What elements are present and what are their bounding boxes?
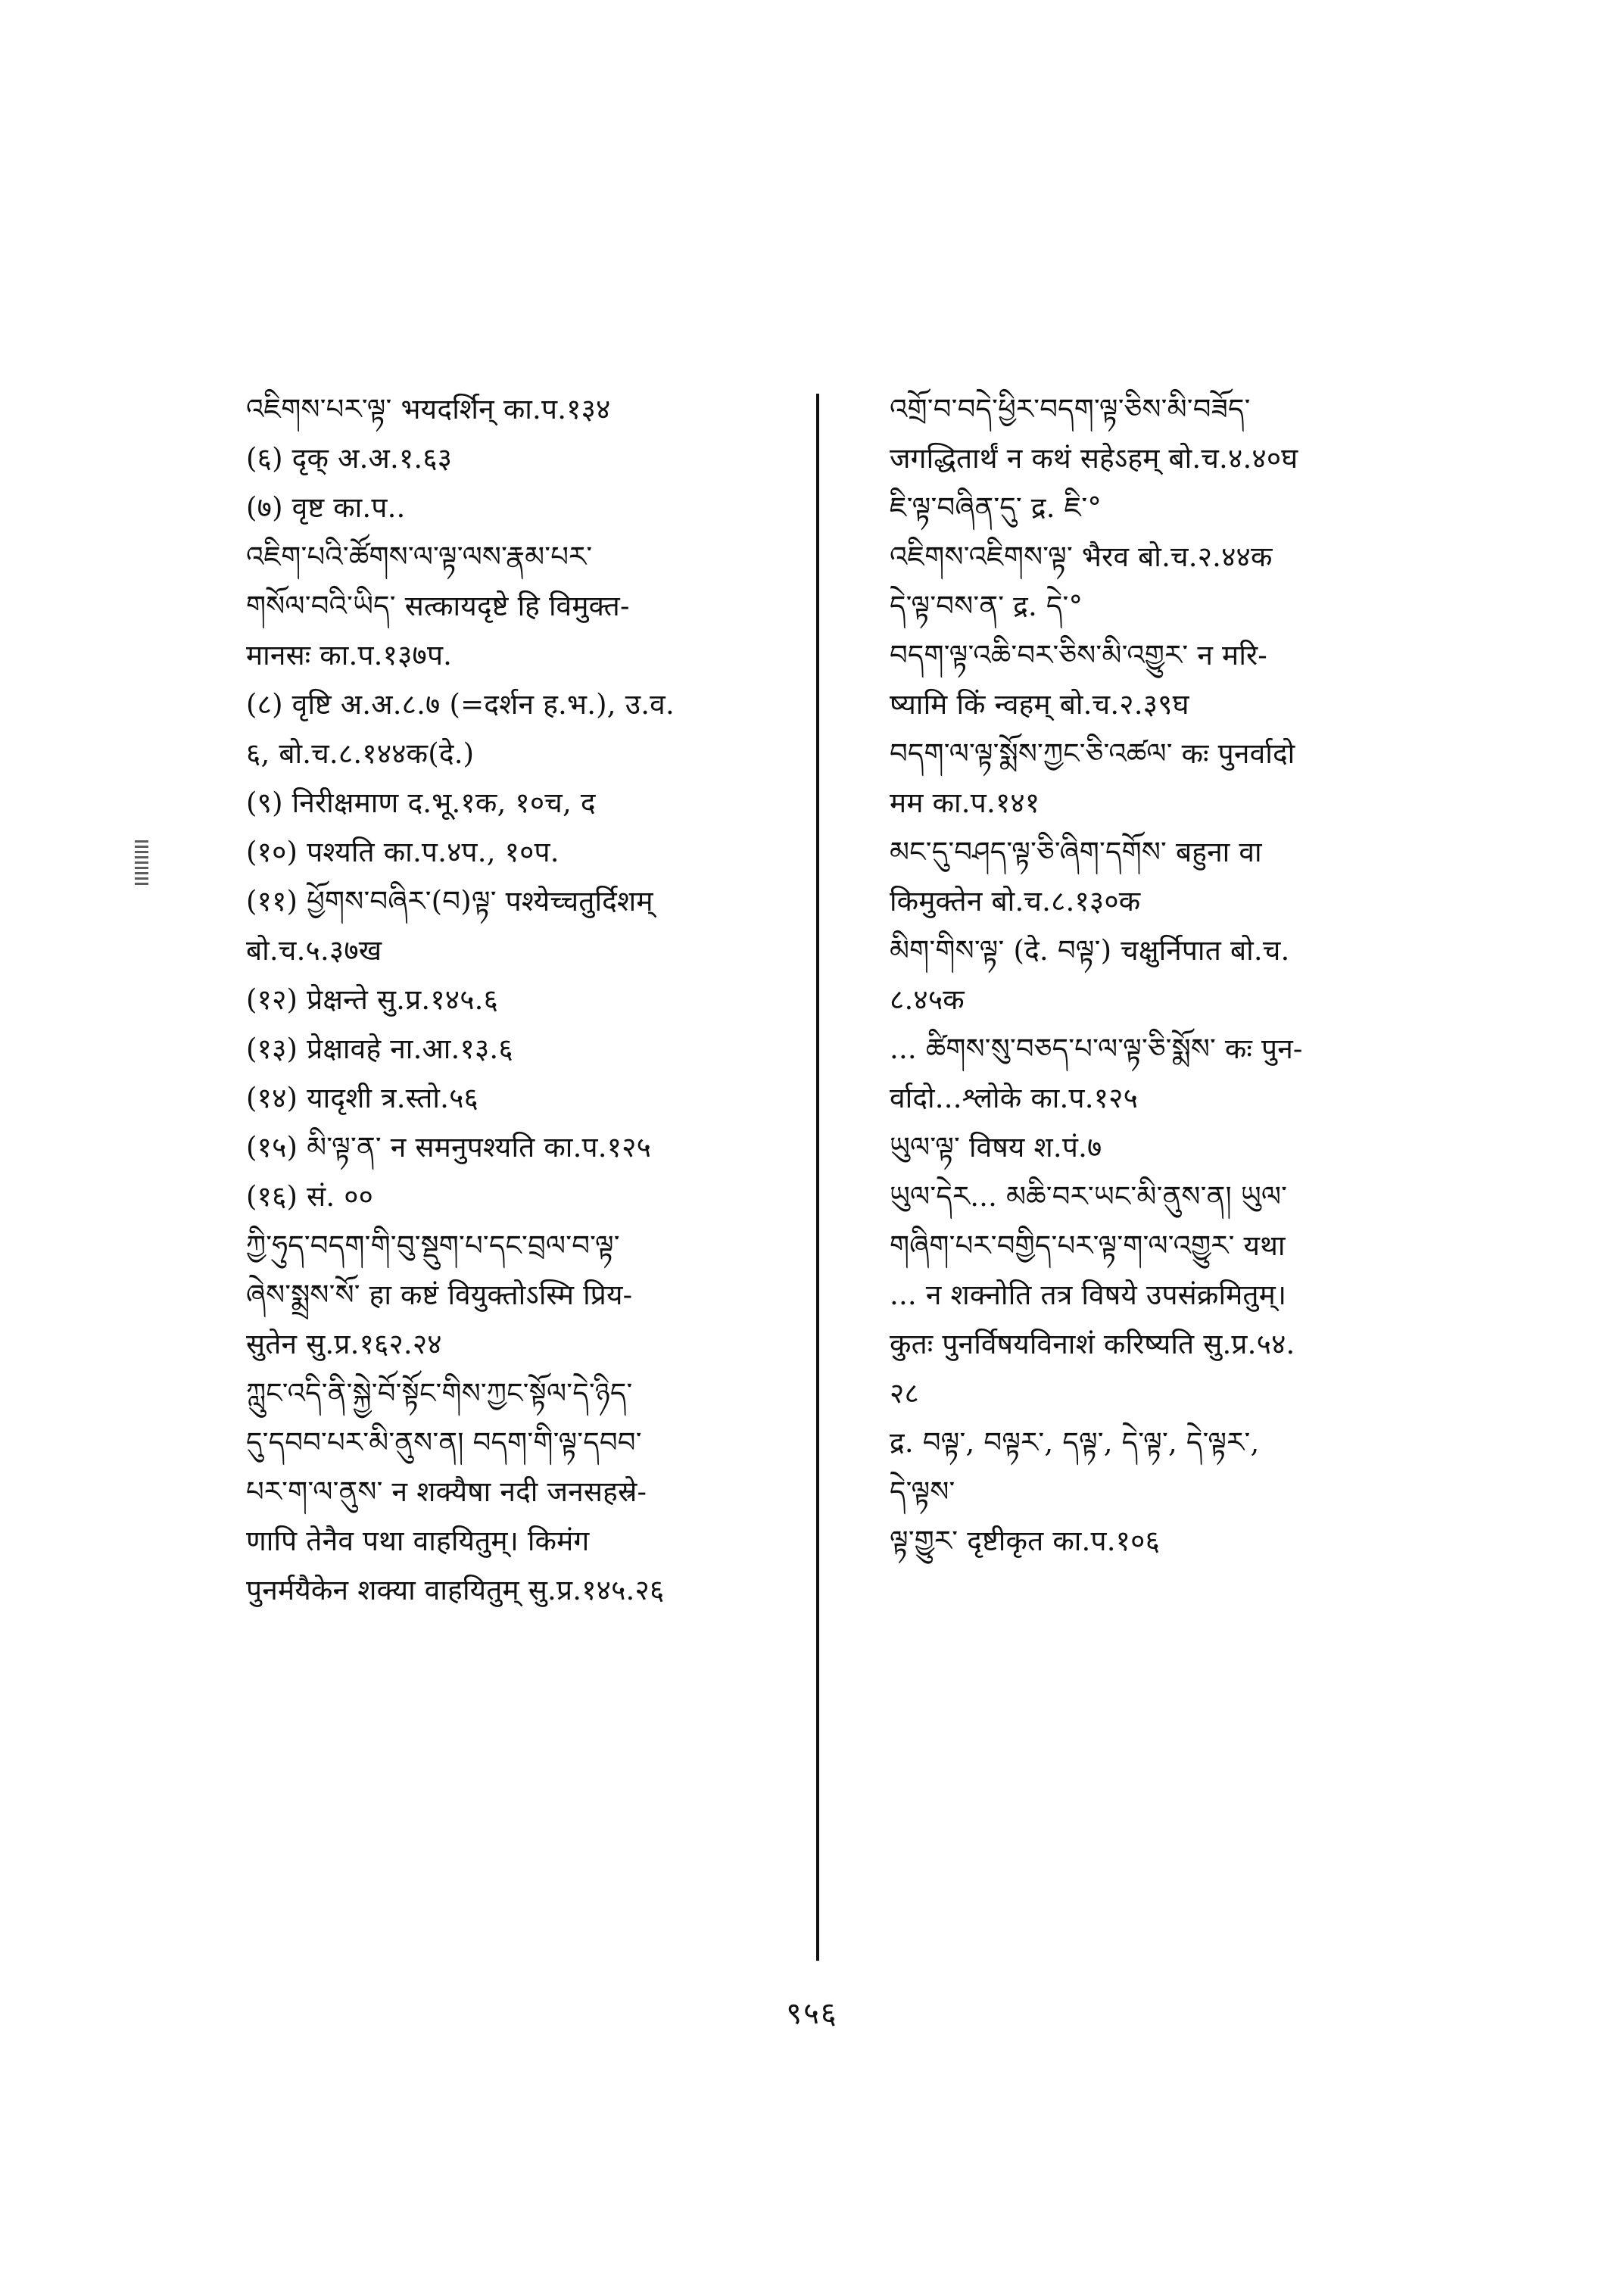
entry-line: དེ་ལྟ་བས་ན་ द्र. དེ་° (890, 590, 1083, 622)
entry-line: कुतः पुनर्विषयविनाशं करिष्यति सु.प्र.५४. (890, 1328, 1295, 1360)
margin-mark (135, 840, 148, 886)
entry-line: ... ཚིགས་སུ་བཅད་པ་ལ་ལྟ་ཅི་སྨོས་ कः पुन- (890, 1033, 1303, 1065)
entry-line: ཀླུང་འདི་ནི་སྐྱེ་བོ་སྟོང་གིས་ཀྱང་སྟོལ་དེ་ཉིད་ (246, 1377, 633, 1410)
entry-line: णापि तेनैव पथा वाहयितुम्। किमंग (246, 1525, 590, 1557)
entry-line: (१३) प्रेक्षावहे ना.आ.१३.६ (246, 1033, 513, 1065)
right-column (890, 394, 1465, 1575)
entry-line: པར་ག་ལ་ནུས་ न शक्यैषा नदी जनसहस्रे- (246, 1475, 647, 1508)
entry-line: ६, बो.च.८.१४४क(दे.) (246, 737, 475, 770)
entry-line: བདག་ལྟ་འཆི་བར་ཅིས་མི་འགྱུར་ न मरि- (890, 639, 1268, 671)
entry-line: जगद्धितार्थं न कथं सहेऽहम् बो.च.४.४०घ (890, 442, 1298, 475)
entry-line: (८) वृष्टि अ.अ.८.७ (=दर्शन ह.भ.), उ.व. (246, 688, 675, 721)
entry-line: དེ་ལྟས་ (890, 1475, 955, 1508)
entry-line: द्र. བལྟ་, བལྟར་, དལྟ་, དེ་ལྟ་, དེ་ལྟར་, (890, 1426, 1260, 1459)
entry-line: ८.४५क (890, 983, 965, 1016)
entry-line: ལྟ་གྱུར་ दृष्टीकृत का.प.१०६ (890, 1525, 1161, 1557)
entry-line: དུ་དབབ་པར་མི་ནུས་ན། བདག་གི་ལྟ་དབབ་ (246, 1426, 642, 1459)
entry-line: (१२) प्रेक्षन्ते सु.प्र.१४५.६ (246, 983, 499, 1016)
entry-line: འགྲོ་བ་བདེ་ཕྱིར་བདག་ལྟ་ཅིས་མི་བཟོད་ (890, 393, 1251, 425)
entry-line: र्वादो...श्लोके का.प.१२५ (890, 1082, 1139, 1114)
entry-line: ཞེས་སྨྲས་སོ་ हा कष्टं वियुक्तोऽस्मि प्रिय- (246, 1279, 633, 1311)
entry-line: གསོལ་བའི་ཡིད་ सत्कायदृष्टे हि विमुक्त- (246, 590, 630, 622)
entry-line: ཇི་ལྟ་བཞིན་དུ་ द्र. ཇི་° (890, 491, 1102, 524)
entry-line: བདག་ལ་ལྟ་སྨོས་ཀྱང་ཅི་འཚལ་ कः पुनर्वादो (890, 737, 1295, 770)
entry-line: ཡུལ་དེར... མཆི་བར་ཡང་མི་ནུས་ན། ཡུལ་ (890, 1180, 1288, 1213)
entry-line: बो.च.५.३७ख (246, 934, 382, 967)
entry-line: (१६) सं. ०० (246, 1180, 374, 1213)
entry-line: (११) ཕྱོགས་བཞིར་(བ)ལྟ་ पश्येच्चतुर्दिशम् (246, 885, 653, 918)
entry-line: འཇིག་པའི་ཚོགས་ལ་ལྟ་ལས་རྣམ་པར་ (246, 541, 593, 573)
entry-line: (९) निरीक्षमाण द.भू.१क, १०च, द (246, 787, 596, 819)
entry-line: किमुक्तेन बो.च.८.१३०क (890, 885, 1141, 918)
entry-line: २८ (890, 1377, 919, 1410)
entry-line: ष्यामि किं न्वहम् बो.च.२.३९घ (890, 688, 1189, 721)
entry-line: མིག་གིས་ལྟ་ (दे. བལྟ་) चक्षुर्निपात बो.च. (890, 934, 1290, 967)
left-column (246, 394, 806, 1624)
entry-line: (६) दृक् अ.अ.१.६३ (246, 442, 453, 475)
entry-line: (१५) མི་ལྟ་ན་ न समनुपश्यति का.प.१२५ (246, 1131, 652, 1164)
column-divider (816, 394, 819, 1961)
entry-line: पुनर्मयैकेन शक्या वाहयितुम् सु.प्र.१४५.२६ (246, 1574, 665, 1606)
entry-line: (१४) यादृशी त्र.स्तो.५६ (246, 1082, 478, 1114)
entry-line: ཀྱི་ཧུད་བདག་གི་བུ་སྡུག་པ་དང་བྲལ་བ་ལྟ་ (246, 1229, 620, 1262)
entry-line: मम का.प.१४१ (890, 787, 1040, 819)
entry-line: ... न शक्नोति तत्र विषये उपसंक्रमितुम्। (890, 1279, 1287, 1311)
entry-line: (१०) पश्यति का.प.४प., १०प. (246, 836, 560, 868)
entry-line: सुतेन सु.प्र.१६२.२४ (246, 1328, 442, 1360)
entry-line: འཇིགས་འཇིགས་ལྟ་ भैरव बो.च.२.४४क (890, 541, 1273, 573)
entry-line: འཇིགས་པར་ལྟ་ भयदर्शिन् का.प.१३४ (246, 393, 611, 425)
entry-line: ཡུལ་ལྟ་ विषय श.पं.७ (890, 1131, 1102, 1164)
entry-line: གཞིག་པར་བགྱིད་པར་ལྟ་ག་ལ་འགྱུར་ यथा (890, 1229, 1286, 1262)
entry-line: མང་དུ་བཤད་ལྟ་ཅི་ཞིག་དགོས་ बहुना वा (890, 836, 1262, 868)
entry-line: (७) वृष्ट का.प.. (246, 491, 406, 524)
page-number: ९५६ (786, 1996, 838, 2031)
entry-line: मानसः का.प.१३७प. (246, 639, 453, 671)
